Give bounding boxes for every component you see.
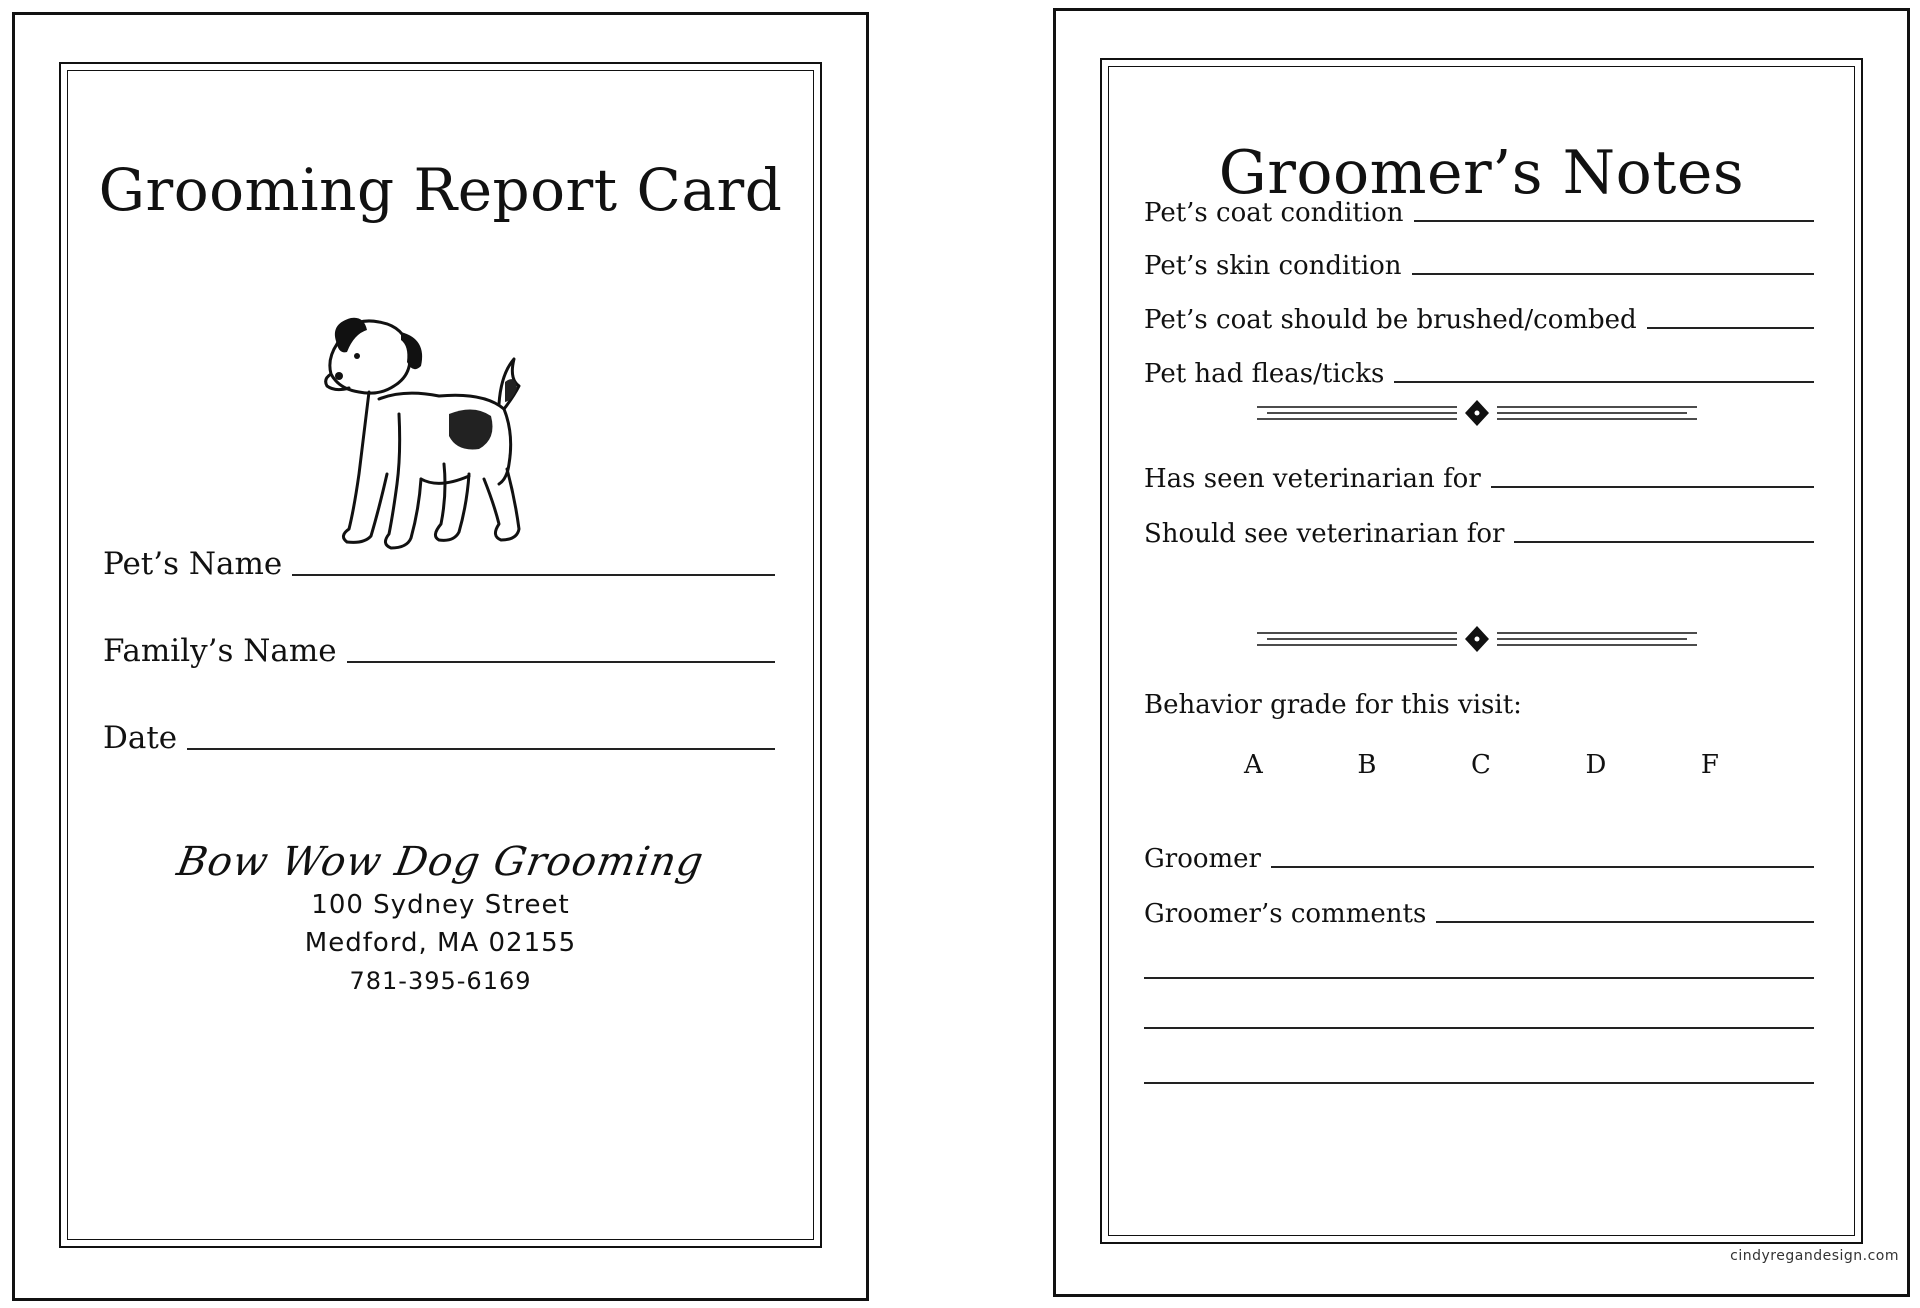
groomer-line[interactable] (1271, 866, 1814, 868)
business-city: Medford, MA 02155 (304, 928, 577, 958)
comments-extra-line[interactable] (1144, 977, 1814, 979)
fleas-ticks-label: Pet had fleas/ticks (1144, 359, 1385, 389)
fleas-ticks-line[interactable] (1394, 381, 1814, 383)
designer-credit: cindyregandesign.com (1730, 1248, 1899, 1264)
ornamental-divider-icon (1257, 398, 1697, 428)
comments-extra-line[interactable] (1144, 1027, 1814, 1029)
comments-extra-line[interactable] (1144, 1082, 1814, 1084)
brushed-combed-field[interactable] (1144, 307, 1814, 333)
date-label: Date (103, 720, 178, 756)
notes-title: Groomer’s Notes (1218, 138, 1745, 208)
coat-condition-line[interactable] (1414, 220, 1814, 222)
coat-condition-field[interactable] (1144, 200, 1814, 226)
groomer-label: Groomer (1144, 844, 1261, 874)
ornamental-divider-icon (1257, 624, 1697, 654)
behavior-grade-heading (1144, 692, 1814, 718)
seen-vet-field[interactable] (1144, 466, 1814, 492)
pet-name-field[interactable] (103, 546, 775, 582)
skin-condition-line[interactable] (1412, 273, 1814, 275)
grade-f[interactable]: F (1700, 750, 1719, 780)
card-border (1100, 58, 1863, 1244)
skin-condition-label: Pet’s skin condition (1144, 251, 1402, 281)
business-phone: 781-395-6169 (349, 967, 532, 995)
seen-vet-line[interactable] (1491, 486, 1814, 488)
pet-name-label: Pet’s Name (103, 546, 283, 582)
coat-condition-label: Pet’s coat condition (1144, 198, 1404, 228)
date-line[interactable] (187, 748, 775, 750)
groomers-notes-card (1053, 8, 1910, 1297)
skin-condition-field[interactable] (1144, 253, 1814, 279)
fleas-ticks-field[interactable] (1144, 361, 1814, 387)
dog-illustration-icon (309, 304, 549, 564)
grade-d[interactable]: D (1585, 750, 1607, 780)
business-name: Bow Wow Dog Grooming (173, 839, 708, 885)
brushed-combed-line[interactable] (1647, 327, 1814, 329)
brushed-combed-label: Pet’s coat should be brushed/combed (1144, 305, 1637, 335)
family-name-label: Family’s Name (103, 633, 337, 669)
behavior-grade-label: Behavior grade for this visit: (1144, 690, 1522, 720)
card-border (59, 62, 822, 1248)
grooming-report-card (12, 12, 869, 1301)
should-see-vet-label: Should see veterinarian for (1144, 519, 1505, 549)
family-name-field[interactable] (103, 633, 775, 669)
grade-a[interactable]: A (1244, 750, 1263, 780)
comments-line[interactable] (1436, 921, 1814, 923)
grade-b[interactable]: B (1357, 750, 1377, 780)
grade-c[interactable]: C (1471, 750, 1491, 780)
seen-vet-label: Has seen veterinarian for (1144, 464, 1481, 494)
comments-field[interactable] (1144, 901, 1814, 927)
family-name-line[interactable] (347, 661, 775, 663)
business-street: 100 Sydney Street (311, 890, 570, 920)
report-card-title: Grooming Report Card (98, 156, 783, 224)
groomer-field[interactable] (1144, 846, 1814, 872)
behavior-grades (1222, 750, 1741, 780)
should-see-vet-line[interactable] (1514, 541, 1814, 543)
pet-name-line[interactable] (292, 574, 775, 576)
comments-label: Groomer’s comments (1144, 899, 1427, 929)
should-see-vet-field[interactable] (1144, 521, 1814, 547)
date-field[interactable] (103, 720, 775, 756)
